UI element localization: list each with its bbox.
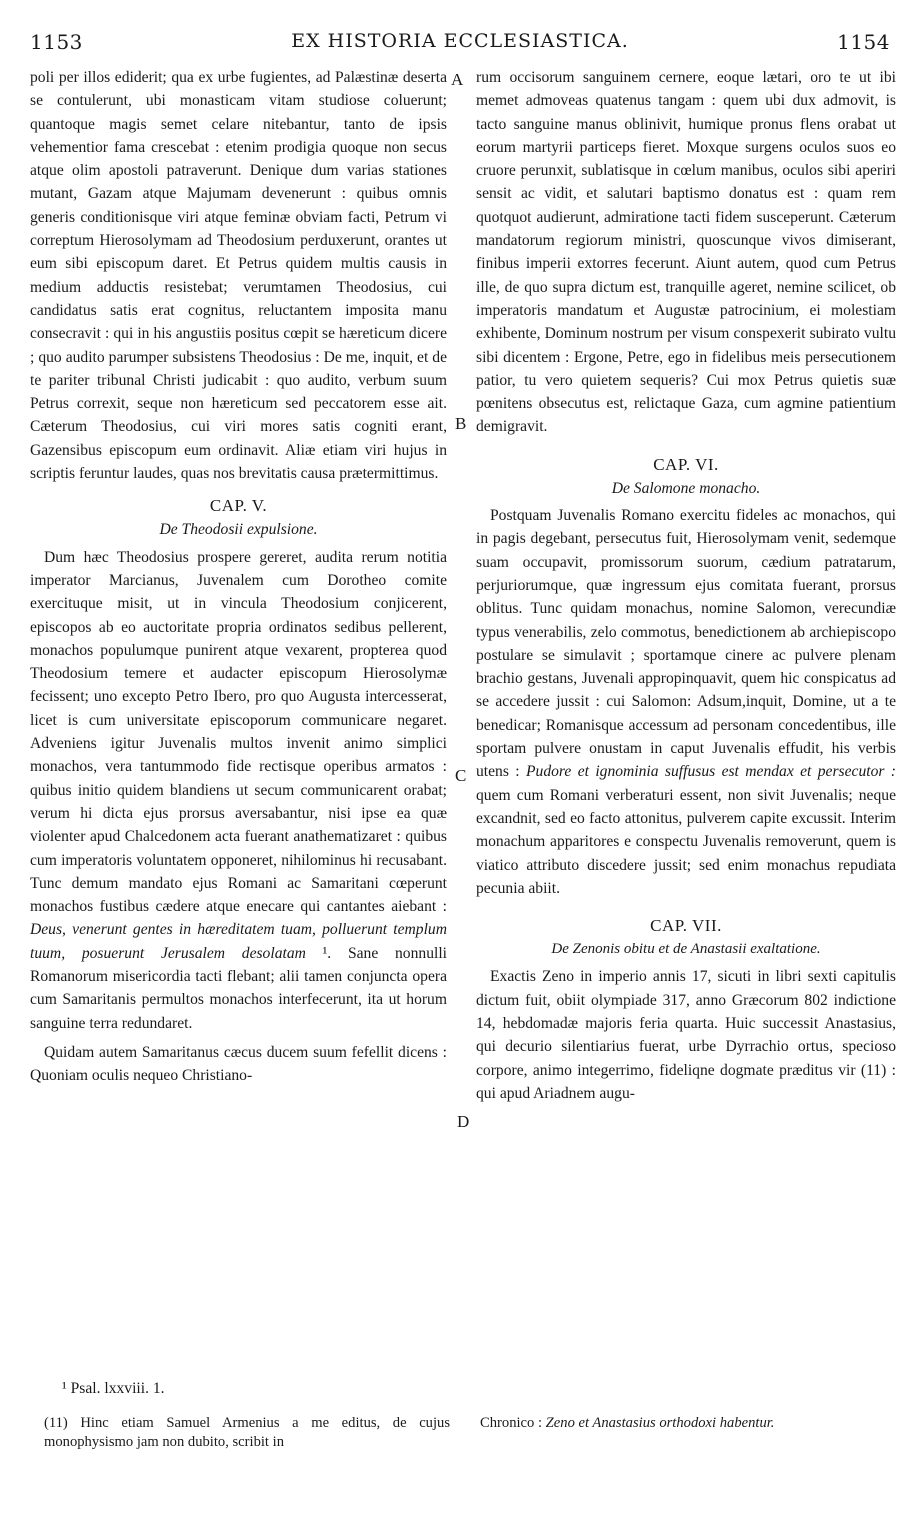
scripture-footnote: ¹ Psal. lxxviii. 1. [62,1380,165,1397]
margin-letter-c: C [455,766,467,785]
chapter-subtitle: De Theodosii expulsione. [159,521,318,539]
text-run: Sane nonnulli Romanorum misericordia tacti flebant; alii tamen conjuncta opera cum Samaritanis permultos monachos interfecerunt, ita ut horum sanguine terra redundaret. [30,944,447,1032]
footnote-left: (11) Hinc etiam Samuel Armenius a me editus, de cujus monophysismo jam non dubito, scribit in [44,1415,450,1450]
margin-letter-b: B [455,414,467,433]
paragraph: rum occisorum sanguinem cernere, eoque lætari, oro te ut ibi memet admoveas quatenus tangam : quem ubi dux admovit, is tacto sanguine manus oblinivit, humique pronus flens orabat ut eorum martyrii particeps fieret. Moxque surgens oculos suos eo cruore perunxit, sublatisque in cœlum manibus, oculos sibi aperiri sensit ac vidit, et salutari baptismo donatus est : quam rem quotquot audierunt, admiratione tacti fidem susceperunt. Cæterum mandatorum regiorum ministri, quoscunque vivos dimiserant, finibus imperii extorres fecerunt. Aiunt autem, quod cum Petrus ille, de quo supra dictum est, tranquille ageret, nemine scilicet, ob imperatoris mandatum et Augustæ patrocinium, ei molestiam exhibente, Dominum nostrum per visum conspexerit subirato vultu sibi dicentem : Ergone, Petre, ego in fidelibus meis persecutionem patior, tu vero quietem sequeris? Cui mox Petrus quietis suæ pœnitens obsecutus est, relictaque Gaza, cum agmine patientium demigravit. [476,69,896,436]
chapter-subtitle: De Salomone monacho. [611,479,761,497]
chapter-subtitle: De Zenonis obitu et de Anastasii exaltatione. [551,941,821,958]
paragraph: poli per illos ediderit; qua ex urbe fugientes, ad Palæstinæ deserta se contulerunt, ubi monasticam vitam studiose coluerunt; quantoque magis semet celare nitebantur, tanto de ipsis vehementior fama crescebat : etenim prodigia quoque non secus atque olim apostoli patraverunt. Denique dum varias stationes mutant, Gazam atque Majumam devenerunt : quibus omnis generis conditionisque viri atque feminæ obviam facti, Petrum vi correptum Hierosolymam ad Theodosium perduxerunt, orantes ut eum sibi episcopum daret. Et Petrus quidem multis causis in medium adductis resistebat; verumtamen Theodosius, cui candidatus satis erat cognitus, reluctantem imposita manu consecravit : qui in his angustiis positus cœpit se hæreticum dicere ; quo audito parumper subsistens Theodosius : De me, inquit, et de te pariter tribunal Christi judicabit : quo audito, verbum suum Petrus correxit, seque non hæreticum sed peccatorem esse ait. Cæterum Theodosius, cui viri mores satis cogniti erant, Gazensibus episcopum eum ordinavit. Aliæ etiam viri hujus in scriptis feruntur laudes, quas nos brevitatis causa prætermittimus. [30,69,447,483]
running-header [30,30,890,60]
quotation: Pudore et ignominia suffusus est mendax et persecutor : [526,763,897,781]
margin-letter-a: A [451,70,464,89]
chapter-heading: CAP. VI. [653,454,719,474]
right-column [476,66,896,1105]
paragraph [476,504,896,900]
text-run: quem cum Romani verberaturi essent, non sivit Juvenalis; neque excandnit, sed eo facto attonitus, pulverem capite excussit. Interim monachum apparitores e conspectu Juvenalis removerunt, quem is viatico attributo discedere jussit; sed enim monachus repudiata pecunia abiit. [476,786,896,897]
chapter-heading: CAP. V. [209,496,268,516]
paragraph: Quidam autem Samaritanus cæcus ducem suum fefellit dicens : Quoniam oculis nequeo Christiano- [30,1043,447,1085]
page-number-left: 1153 [30,30,83,54]
footnote-marker: ¹. [305,944,332,962]
text-run: Dum hæc Theodosius prospere gereret, audita rerum notitia imperator Marcianus, Juvenalem cum Dorotheo comite exercituque misit, ut in vincula Theodosium conjicerent, episcopos ab eo auctoritate propria ordinatos sedibus pellerent, monachos populumque punirent atque vexarent, propterea quod Theodosium temere et audacter episcopum Hierosolymæ fecissent; uno excepto Petro Ibero, pro quo Augusta intercesserat, licet is cum universitate episcoporum communicare negaret. Adveniens igitur Juvenalis multos invenit animo simplici monachos, vera tantummodo fide rectisque operibus armatos : quibus initio quidem blandiens ut secum communicarent orabat; verum hi dicta ejus prorsus aversabantur, nisi ipse ea quæ violenter apud Chalcedonem acta fuerant anathematizaret : quibus cum imperatoris voluntatem opponeret, nihilominus hi recusabant. Tunc demum mandato ejus Romani ac Samaritani cœperunt monachos fustibus cædere atque enecare qui cantantes aiebant : [30,548,447,916]
margin-letter-d: D [457,1112,470,1131]
running-title: EX HISTORIA ECCLESIASTICA. [291,30,629,52]
text-run: Postquam Juvenalis Romano exercitu fideles ac monachos, qui in pagis degebant, persecutus fuit, Hierosolymam venit, sedemque suam occupavit, promissorum suorum, cædium patratarum, perjuriorumque, quæ ingressum ejus comitata fuerant, prorsus oblitus. Tunc quidam monachus, nomine Salomon, verecundiæ typus venerabilis, zelo commotus, benedictionem ab archiepiscopo postulare se simulavit ; sportamque cinere ac pulvere plenam brachio gestans, Juvenali appropinquavit, quem hic conspicatus ad se accedere jussit : cui Salomon: Adsum,inquit, Domine, ut a te benedicar; Romanisque accessum ad personam concedentibus, ille sportam pulvere onustam in caput Juvenalis effudit, his verbis utens : [476,507,896,781]
quotation: Deus, venerunt gentes in hæreditatem tuam, polluerunt templum tuum, posuerunt Jerusalem desolatam [30,921,447,962]
text-run: Chronico : [480,1415,546,1431]
paragraph: Exactis Zeno in imperio annis 17, sicuti in libri sexti capitulis dictum fuit, obiit olympiade 317, anno Græcorum 802 indictione 14, hebdomadæ majoris feria quarta. Huic successit Anastasius, qui decurio silentiarius fuerat, urbe Dyrrachio ortus, specioso corpore, animo integerrimo, fideliqne dogmate præditus vir (11) : qui apud Ariadnem augu- [476,968,896,1102]
page-number-right: 1154 [837,30,890,54]
paragraph [30,546,447,1035]
quotation: Zeno et Anastasius orthodoxi habentur. [545,1415,775,1431]
footnote-right [480,1414,896,1433]
left-column [30,66,447,1087]
chapter-heading: CAP. VII. [650,916,722,936]
